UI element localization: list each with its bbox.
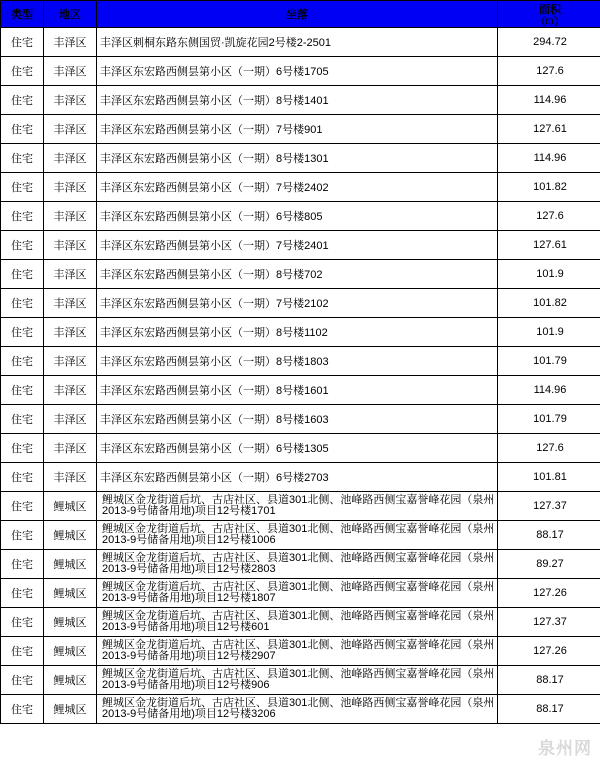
cell-size: 127.6	[498, 202, 600, 231]
cell-size: 127.26	[498, 579, 600, 608]
table-row[interactable]	[1, 637, 600, 666]
watermark-text: 泉州网	[538, 739, 592, 758]
cell-district: 丰泽区	[44, 231, 97, 260]
table-row[interactable]	[1, 550, 600, 579]
cell-district: 丰泽区	[44, 173, 97, 202]
cell-district: 丰泽区	[44, 434, 97, 463]
column-header-location[interactable]: 坐落	[97, 1, 498, 28]
cell-location: 丰泽区东宏路西侧昙第小区（一期）8号楼1603	[97, 405, 498, 434]
cell-district: 鲤城区	[44, 492, 97, 521]
cell-location: 丰泽区东宏路西侧昙第小区（一期）8号楼1601	[97, 376, 498, 405]
table-row[interactable]	[1, 260, 600, 289]
cell-location	[97, 550, 498, 579]
table-row[interactable]	[1, 115, 600, 144]
table-header-row	[1, 1, 600, 28]
cell-location	[97, 666, 498, 695]
cell-district: 丰泽区	[44, 144, 97, 173]
cell-location	[97, 521, 498, 550]
cell-location: 丰泽区东宏路西侧昙第小区（一期）8号楼1102	[97, 318, 498, 347]
cell-district: 鲤城区	[44, 666, 97, 695]
cell-location: 丰泽区东宏路西侧昙第小区（一期）7号楼2402	[97, 173, 498, 202]
cell-type: 住宅	[1, 521, 44, 550]
cell-location-text: 鲤城区金龙街道后坑、古店社区、县道301北侧、池峰路西侧宝嘉誉峰花园（泉州2013-9号储备用地)项目12号楼1807	[102, 581, 495, 604]
cell-district: 鲤城区	[44, 637, 97, 666]
cell-location-text: 鲤城区金龙街道后坑、古店社区、县道301北侧、池峰路西侧宝嘉誉峰花园（泉州2013-9号储备用地)项目12号楼601	[102, 610, 495, 633]
cell-district: 丰泽区	[44, 115, 97, 144]
cell-type: 住宅	[1, 202, 44, 231]
table-row[interactable]	[1, 666, 600, 695]
cell-location: 丰泽区东宏路西侧昙第小区（一期）6号楼805	[97, 202, 498, 231]
cell-location-text: 鲤城区金龙街道后坑、古店社区、县道301北侧、池峰路西侧宝嘉誉峰花园（泉州2013-9号储备用地)项目12号楼1006	[102, 523, 495, 546]
cell-district: 鲤城区	[44, 550, 97, 579]
cell-type: 住宅	[1, 260, 44, 289]
cell-location: 丰泽区东宏路西侧昙第小区（一期）7号楼2102	[97, 289, 498, 318]
cell-type: 住宅	[1, 115, 44, 144]
cell-size: 127.6	[498, 57, 600, 86]
cell-type: 住宅	[1, 666, 44, 695]
cell-district: 丰泽区	[44, 376, 97, 405]
table-row[interactable]	[1, 173, 600, 202]
cell-location	[97, 637, 498, 666]
table-row[interactable]	[1, 231, 600, 260]
cell-location-text: 鲤城区金龙街道后坑、古店社区、县道301北侧、池峰路西侧宝嘉誉峰花园（泉州2013-9号储备用地)项目12号楼2803	[102, 552, 495, 575]
cell-size: 127.26	[498, 637, 600, 666]
table-row[interactable]	[1, 28, 600, 57]
cell-size: 127.61	[498, 231, 600, 260]
cell-district: 丰泽区	[44, 260, 97, 289]
table-row[interactable]	[1, 347, 600, 376]
cell-location	[97, 695, 498, 724]
cell-type: 住宅	[1, 57, 44, 86]
cell-location: 丰泽区东宏路西侧昙第小区（一期）6号楼1705	[97, 57, 498, 86]
cell-size: 88.17	[498, 521, 600, 550]
table-header	[1, 1, 600, 28]
cell-location: 丰泽区东宏路西侧昙第小区（一期）8号楼1301	[97, 144, 498, 173]
cell-type: 住宅	[1, 318, 44, 347]
cell-type: 住宅	[1, 492, 44, 521]
table-row[interactable]	[1, 521, 600, 550]
cell-size: 101.9	[498, 318, 600, 347]
table-row[interactable]	[1, 144, 600, 173]
cell-size: 114.96	[498, 376, 600, 405]
cell-district: 鲤城区	[44, 695, 97, 724]
cell-size: 114.96	[498, 86, 600, 115]
cell-location: 丰泽区刺桐东路东侧国贸·凯旋花园2号楼2-2501	[97, 28, 498, 57]
cell-size: 294.72	[498, 28, 600, 57]
table-row[interactable]	[1, 405, 600, 434]
cell-type: 住宅	[1, 579, 44, 608]
table-row[interactable]	[1, 463, 600, 492]
cell-district: 丰泽区	[44, 405, 97, 434]
cell-district: 丰泽区	[44, 318, 97, 347]
cell-type: 住宅	[1, 550, 44, 579]
cell-district: 丰泽区	[44, 202, 97, 231]
table-row[interactable]	[1, 86, 600, 115]
column-header-type[interactable]: 类型	[1, 1, 44, 28]
cell-district: 丰泽区	[44, 463, 97, 492]
cell-location: 丰泽区东宏路西侧昙第小区（一期）8号楼702	[97, 260, 498, 289]
cell-location	[97, 492, 498, 521]
cell-size: 101.9	[498, 260, 600, 289]
cell-type: 住宅	[1, 608, 44, 637]
cell-type: 住宅	[1, 28, 44, 57]
cell-location-text: 鲤城区金龙街道后坑、古店社区、县道301北侧、池峰路西侧宝嘉誉峰花园（泉州2013-9号储备用地)项目12号楼906	[102, 668, 495, 691]
cell-location-text: 鲤城区金龙街道后坑、古店社区、县道301北侧、池峰路西侧宝嘉誉峰花园（泉州2013-9号储备用地)项目12号楼2907	[102, 639, 495, 662]
table-row[interactable]	[1, 695, 600, 724]
cell-district: 丰泽区	[44, 28, 97, 57]
cell-type: 住宅	[1, 376, 44, 405]
cell-district: 丰泽区	[44, 57, 97, 86]
cell-size: 88.17	[498, 666, 600, 695]
cell-type: 住宅	[1, 463, 44, 492]
table-row[interactable]	[1, 202, 600, 231]
cell-district: 鲤城区	[44, 521, 97, 550]
column-header-size-label: 面积	[539, 4, 561, 16]
column-header-size-unit: (㎡)	[541, 16, 559, 27]
cell-type: 住宅	[1, 144, 44, 173]
cell-location: 丰泽区东宏路西侧昙第小区（一期）6号楼2703	[97, 463, 498, 492]
cell-type: 住宅	[1, 434, 44, 463]
cell-type: 住宅	[1, 231, 44, 260]
table-row[interactable]	[1, 579, 600, 608]
table-row[interactable]	[1, 318, 600, 347]
cell-location: 丰泽区东宏路西侧昙第小区（一期）8号楼1803	[97, 347, 498, 376]
cell-district: 鲤城区	[44, 579, 97, 608]
cell-size: 88.17	[498, 695, 600, 724]
cell-location-text: 鲤城区金龙街道后坑、古店社区、县道301北侧、池峰路西侧宝嘉誉峰花园（泉州2013-9号储备用地)项目12号楼3206	[102, 697, 495, 720]
table-row[interactable]	[1, 434, 600, 463]
cell-size: 127.37	[498, 608, 600, 637]
cell-size: 127.61	[498, 115, 600, 144]
cell-location: 丰泽区东宏路西侧昙第小区（一期）7号楼901	[97, 115, 498, 144]
table-row[interactable]	[1, 608, 600, 637]
cell-district: 丰泽区	[44, 347, 97, 376]
cell-size: 114.96	[498, 144, 600, 173]
cell-size: 101.82	[498, 173, 600, 202]
cell-location: 丰泽区东宏路西侧昙第小区（一期）6号楼1305	[97, 434, 498, 463]
table-row[interactable]	[1, 57, 600, 86]
cell-district: 丰泽区	[44, 289, 97, 318]
cell-location	[97, 579, 498, 608]
table-row[interactable]	[1, 492, 600, 521]
cell-location-text: 鲤城区金龙街道后坑、古店社区、县道301北侧、池峰路西侧宝嘉誉峰花园（泉州2013-9号储备用地)项目12号楼1701	[102, 494, 495, 517]
cell-size: 127.6	[498, 434, 600, 463]
cell-size: 101.81	[498, 463, 600, 492]
cell-location: 丰泽区东宏路西侧昙第小区（一期）7号楼2401	[97, 231, 498, 260]
cell-location	[97, 608, 498, 637]
cell-size: 101.79	[498, 347, 600, 376]
cell-size: 89.27	[498, 550, 600, 579]
table-row[interactable]	[1, 289, 600, 318]
table-body	[1, 28, 600, 724]
cell-type: 住宅	[1, 86, 44, 115]
cell-district: 鲤城区	[44, 608, 97, 637]
cell-location: 丰泽区东宏路西侧昙第小区（一期）8号楼1401	[97, 86, 498, 115]
cell-size: 127.37	[498, 492, 600, 521]
cell-type: 住宅	[1, 695, 44, 724]
cell-type: 住宅	[1, 347, 44, 376]
cell-type: 住宅	[1, 405, 44, 434]
cell-type: 住宅	[1, 173, 44, 202]
cell-type: 住宅	[1, 637, 44, 666]
column-header-district[interactable]: 地区	[44, 1, 97, 28]
cell-district: 丰泽区	[44, 86, 97, 115]
cell-size: 101.79	[498, 405, 600, 434]
table-row[interactable]	[1, 376, 600, 405]
cell-size: 101.82	[498, 289, 600, 318]
column-header-size[interactable]	[498, 1, 600, 28]
cell-type: 住宅	[1, 289, 44, 318]
